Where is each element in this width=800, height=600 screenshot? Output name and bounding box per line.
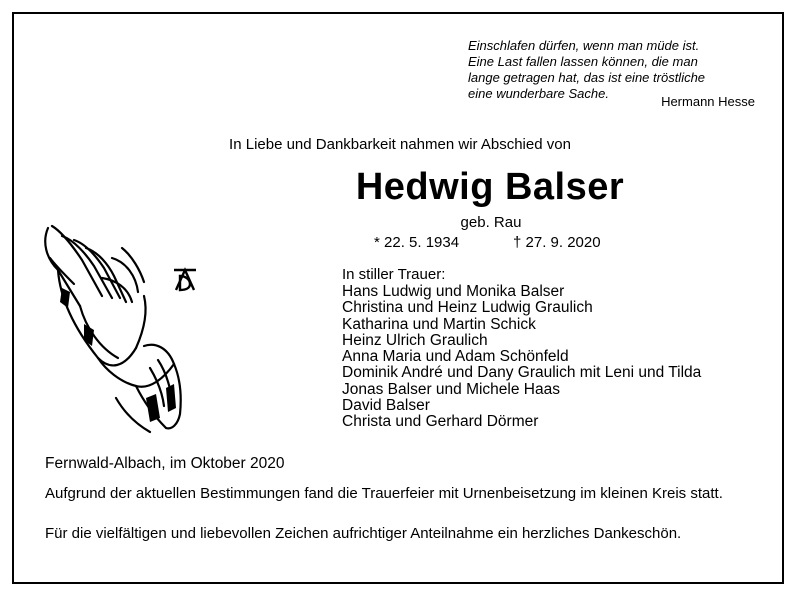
death-date: † 27. 9. 2020	[513, 234, 601, 251]
mourner-list	[342, 284, 701, 431]
list-item: Jonas Balser und Michele Haas	[342, 380, 560, 398]
list-item: Christa und Gerhard Dörmer	[342, 413, 539, 431]
birth-date: * 22. 5. 1934	[374, 234, 460, 251]
notice-text: Aufgrund der aktuellen Bestimmungen fand die Trauerfeier mit Urnenbeisetzung im kleinen Kreis statt.	[45, 485, 723, 502]
quote	[468, 38, 758, 102]
quote-line: Einschlafen dürfen, wenn man müde ist.	[468, 38, 700, 53]
place-date: Fernwald-Albach, im Oktober 2020	[45, 455, 285, 472]
intro-text: In Liebe und Dankbarkeit nahmen wir Abschied von	[229, 136, 571, 153]
quote-author: Hermann Hesse	[661, 94, 755, 109]
list-item: Dominik André und Dany Graulich mit Leni und Tilda	[342, 364, 702, 382]
list-item: Christina und Heinz Ludwig Graulich	[342, 299, 593, 317]
list-item: Anna Maria und Adam Schönfeld	[342, 348, 569, 366]
quote-line: lange getragen hat, das ist eine tröstliche	[468, 70, 706, 85]
thanks-text: Für die vielfältigen und liebevollen Zeichen aufrichtiger Anteilnahme ein herzliches Dankeschön.	[45, 525, 682, 542]
deceased-name: Hedwig Balser	[355, 166, 625, 208]
praying-hands-icon	[40, 218, 190, 438]
quote-line: Eine Last fallen lassen können, die man	[468, 54, 698, 69]
list-item: Heinz Ulrich Graulich	[342, 331, 488, 349]
list-item: Katharina und Martin Schick	[342, 315, 536, 333]
maiden-name: geb. Rau	[460, 214, 522, 231]
quote-line: eine wunderbare Sache.	[468, 86, 609, 101]
list-item: Hans Ludwig und Monika Balser	[342, 283, 565, 300]
list-item: David Balser	[342, 397, 430, 415]
monogram-icon	[172, 266, 198, 292]
mourning-title: In stiller Trauer:	[342, 266, 446, 283]
